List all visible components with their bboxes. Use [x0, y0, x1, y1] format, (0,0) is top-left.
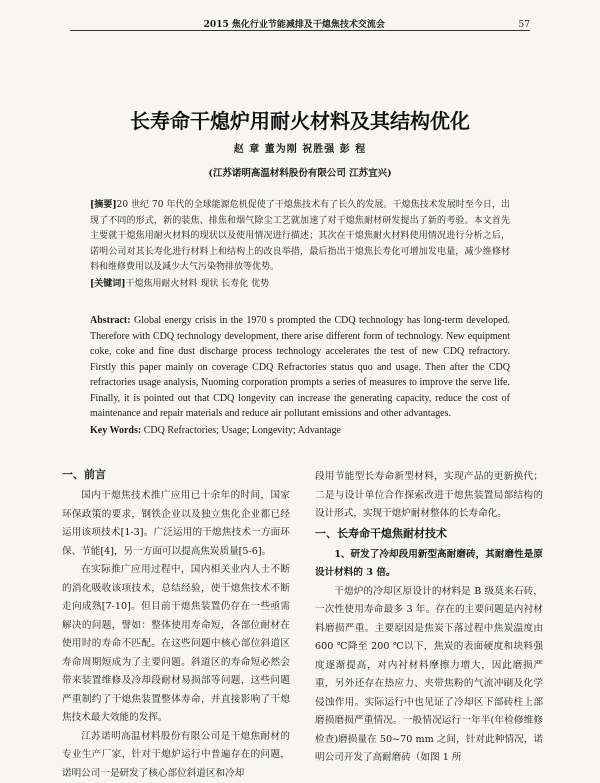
authors: 赵 章 董为刚 祝胜强 彭 程 — [0, 140, 600, 155]
en-abstract-label: Abstract: — [90, 315, 131, 326]
paragraph: 江苏诺明高温材料股份有限公司是干熄焦耐材的专业生产厂家，针对干熄炉运行中普遍存在的问题，诺明公司一是研发了核心部位斜道区和冷却 — [62, 728, 290, 783]
cn-abstract-text: 20 世纪 70 年代的全球能源危机促使了干熄焦技术有了长久的发展。干熄焦技术发展时至今日，出现了不同的形式，新的装焦、排焦和烟气除尘工艺就加速了对干熄焦耐材研发提出了新的考验。本文首先主要就干熄焦用耐火材料的现状以及使用情况进行描述；其次在干熄焦耐火材料使用情况进行分析之后，诺明公司对其长寿化进行材料上和结构上的改良举措，最后指出干熄焦长寿化可增加发电量，减少维修材料和维修费用以及减少大气污染物排放等优势。 — [90, 200, 510, 272]
en-abstract-text: Global energy crisis in the 1970 s prompted the CDQ technology has long-term developed. Therefore with CDQ technology development, there arise different form of technology. New equipment coke, coke and fine dust discharge process technology accelerates the test of new CDQ refractory. Firstly this paper mainly on coverage CDQ Refractories status quo and usage. Then after the CDQ refractories usage analysis, Nuoming corporation prompts a series of measures to improve the serve life. Finally, it is pointed out that CDQ longevity can increase the generating capacity, reduce the cost of maintenance and repair materials and reduce air pollutant emissions and other advantages. — [90, 315, 510, 419]
affiliation: (江苏诺明高温材料股份有限公司 江苏宜兴) — [0, 165, 600, 179]
cn-abstract-label: [摘要] — [90, 200, 117, 210]
journal-title: 2015 焦化行业节能减排及干熄焦技术交流会 — [70, 17, 519, 30]
paragraph: 在实际推广应用过程中，国内相关业内人士不断的消化吸收该项技术，总结经验，使干熄焦技术不断走向成熟[7-10]。但目前干熄焦装置仍存在一些亟需解决的问题，譬如：整体使用寿命短，各部位耐材在使用时的寿命不匹配。在这些问题中核心部位斜道区寿命周期短成为了主要问题。斜道区的寿命短必然会带来装置维修及冷却段耐材易损部等问题，这些问题严重制约了干熄焦装置整体寿命，并直接影响了干熄焦技术最大效能的发挥。 — [62, 561, 290, 728]
section-heading-preface: 一、前言 — [62, 465, 290, 485]
en-keywords-text: CDQ Refractories; Usage; Longevity; Advantage — [144, 425, 341, 436]
page-number: 57 — [519, 20, 530, 30]
left-column — [62, 465, 290, 783]
english-abstract — [90, 313, 510, 438]
cn-keywords-text: 干熄焦用耐火材料 现状 长寿化 优势 — [126, 279, 270, 289]
cn-keywords-label: [关键词] — [90, 279, 126, 289]
en-abstract-body — [90, 313, 510, 422]
paper-title: 长寿命干熄炉用耐火材料及其结构优化 — [0, 105, 600, 134]
running-header — [70, 14, 530, 31]
subsection-heading: 1、研发了冷却段用新型高耐磨砖，其耐磨性是原设计材料的 3 倍。 — [315, 546, 543, 583]
chinese-abstract — [90, 198, 510, 292]
cn-keywords — [90, 277, 510, 293]
paragraph: 干熄炉的冷却区原设计的材料是 B 级莫来石砖，一次性使用寿命最多 3 年。存在的主要问题是内衬材料磨损严重。主要原因是焦炭下落过程中焦炭温度由 600 ℃降至 200 ℃以下，焦炭的表面硬度和块料强度逐渐提高，对内衬材料摩擦力增大，因此磨损严重，另外还存在热应力、夹带焦粉的气流冲刷及化学侵蚀作用。实际运行中也见证了冷却区下部砖柱上部磨损磨损严重情况。一般情况运行一年半(年检修维修检查)磨损量在 50~70 mm 之间，针对此种情况，诺明公司开发了高耐磨砖（如图 1 所 — [315, 583, 543, 768]
paragraph: 段用节能型长寿命新型材料，实现产品的更新换代；二是与设计单位合作探索改进干熄焦装置局部结构的设计形式，实现干熄炉耐材整体的长寿命化。 — [315, 468, 543, 524]
en-keywords-label: Key Words: — [90, 425, 141, 436]
cn-abstract-body — [90, 198, 510, 276]
en-keywords — [90, 423, 510, 439]
right-column — [315, 468, 543, 768]
section-heading-longevity: 一、长寿命干熄焦耐材技术 — [315, 524, 543, 544]
paragraph: 国内干熄焦技术推广应用已十余年的时间，国家环保政策的要求，钢铁企业以及独立焦化企业都已经运用该项技术[1-3]。广泛运用的干熄焦技术一方面环保、节能[4]，另一方面可以提高焦炭质量[5-6]。 — [62, 487, 290, 561]
